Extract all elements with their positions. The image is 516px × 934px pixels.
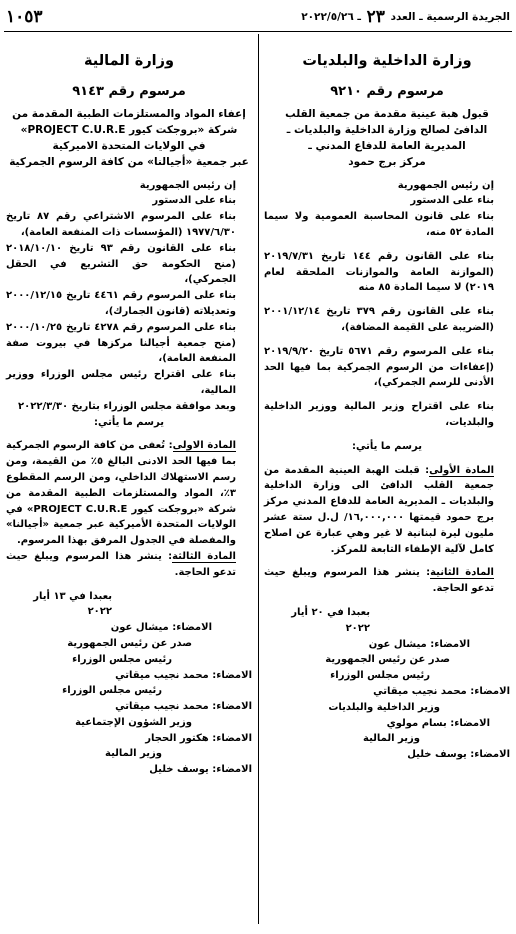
ministry-title: وزارة المالية: [83, 53, 175, 69]
subject-line: شركة «بروجكت كيور PROJECT C.U.R.E»: [20, 123, 238, 136]
article-text: : قبلت الهبة العينية المقدمة من جمعية القلب الدافئ الى وزارة الداخلية والبلديات ـ المديرية العامة للدفاع المدني مركز برج حمود قيمتها ١٦,٠٠٠,٠٠٠/ ل.ل ستة عشر مليون ليرة لبنانية لا غير وهي عبارة عن اصلاح كامل لآلية الإطفاء التابعة للمركز.: [264, 464, 494, 555]
preamble-line: بناء على اقتراح وزير المالية ووزير الداخلية والبلديات،: [264, 401, 494, 428]
header-rule: [4, 31, 512, 32]
signature-line: الامضاء: محمد نجيب ميقاتي: [115, 669, 252, 681]
preamble-line: إن رئيس الجمهورية: [139, 179, 236, 191]
article-label: المادة الثالثة: [172, 550, 236, 562]
signature-line: رئيس مجلس الوزراء: [330, 670, 430, 682]
article-text: : ينشر هذا المرسوم ويبلغ حيث تدعو الحاجة.: [264, 567, 494, 595]
article: [264, 463, 510, 558]
preamble-line: بناء على المرسوم الاشتراعي رقم ٨٧ تاريخ ١٩٧٧/٦/٣٠ (المؤسسات ذات المنفعة العامة)،: [6, 211, 237, 238]
signature-line: صدر عن رئيس الجمهورية: [325, 654, 450, 666]
signature-line: الامضاء: هكتور الحجار: [145, 732, 252, 744]
preamble-line: بناء على اقتراح رئيس مجلس الوزراء ووزير المالية،: [6, 369, 236, 396]
preamble-line: بناء على المرسوم رقم ٤٢٧٨ تاريخ ٢٠٠٠/١٠/٢٥ (منح جمعية أجيالنا مركزها في بيروت صفة المنفعة العامة)،: [6, 321, 236, 365]
subject-line: الدافئ لصالح وزارة الداخلية والبلديات ـ: [286, 123, 488, 136]
preamble-line: بناء على الدستور: [410, 195, 494, 207]
date-line: بعبدا في ١٣ أيار ٢٠٢٢: [33, 590, 112, 618]
signature-line: الامضاء: محمد نجيب ميقاتي: [373, 685, 510, 697]
ministry-title: وزارة الداخلية والبلديات: [302, 53, 472, 69]
article: [264, 565, 510, 597]
preamble-line: إن رئيس الجمهورية: [397, 179, 494, 191]
subject-line: مركز برج حمود: [348, 155, 426, 168]
article-text: : ينشر هذا المرسوم ويبلغ حيث تدعو الحاجة.: [6, 550, 236, 578]
subject-line: المديرية العامة للدفاع المدني ـ: [308, 139, 466, 152]
signature-line: وزير الداخلية والبلديات: [328, 701, 440, 713]
column-divider: [258, 34, 259, 924]
subject-line: قبول هبة عينية مقدمة من جمعية القلب: [285, 107, 489, 120]
issue-number: ٢٣: [366, 7, 385, 27]
preamble-line: بناء على المرسوم رقم ٥٦٧١ تاريخ ٢٠١٩/٩/٢٠ (إعفاءات من الرسوم الجمركية بما فيها الحد الأدنى للرسم الجمركي)،: [264, 345, 494, 389]
preamble-line: وبعد موافقة مجلس الوزراء بتاريخ ٢٠٢٢/٣/٣٠: [18, 400, 236, 412]
signature-line: وزير المالية: [363, 733, 420, 745]
signature-line: الامضاء: يوسف خليل: [149, 764, 252, 776]
signature-line: الامضاء: ميشال عون: [368, 638, 470, 650]
decree-subject: [6, 106, 252, 170]
article-label: المادة الثانية: [430, 567, 494, 579]
signature-line: الامضاء: محمد نجيب ميقاتي: [115, 701, 252, 713]
left-column: [6, 36, 252, 778]
article-label: المادة الأولى: [429, 464, 494, 476]
decree-title: مرسوم رقم ٩١٤٣: [72, 83, 186, 99]
signature-line: صدر عن رئيس الجمهورية: [67, 637, 192, 649]
decrees-line: يرسم ما يأتي:: [352, 440, 422, 452]
subject-line: عبر جمعية «أجيالنا» من كافة الرسوم الجمركية: [9, 155, 249, 168]
signature-line: رئيس مجلس الوزراء: [72, 653, 172, 665]
preamble-line: بناء على القانون رقم ٣٧٩ تاريخ ٢٠٠١/١٢/١٤ (الضريبة على القيمة المضافة)،: [264, 306, 494, 333]
preamble-line: بناء على الدستور: [152, 195, 236, 207]
preamble-line: بناء على القانون رقم ٩٣ تاريخ ٢٠١٨/١٠/١٠ (منح الحكومة حق التشريع في الحقل الجمركي)،: [6, 242, 236, 286]
article-label: المادة الاولى: [172, 440, 237, 452]
signature-line: وزير المالية: [105, 748, 162, 760]
running-title: [301, 7, 510, 27]
preamble-line: بناء على القانون رقم ١٤٤ تاريخ ٢٠١٩/٧/٣١ (الموازنة العامة والموازنات الملحقة لعام ٢٠١٩) لا سيما المادة ٨٥ منه: [264, 250, 494, 294]
signature-line: وزير الشؤون الإجتماعية: [75, 716, 192, 728]
subject-line: إعفاء المواد والمستلزمات الطبية المقدمة من: [12, 107, 246, 120]
page-number: ١٠٥٣: [6, 7, 43, 27]
signature-line: الامضاء: ميشال عون: [110, 622, 212, 634]
article: [6, 438, 252, 549]
decrees-line: يرسم ما يأتي:: [94, 416, 164, 428]
signature-line: رئيس مجلس الوزراء: [62, 685, 162, 697]
running-title-prefix: الجريدة الرسمية ـ العدد: [390, 11, 510, 23]
article: [6, 549, 252, 581]
signature-line: الامضاء: يوسف خليل: [407, 749, 510, 761]
date-line: بعبدا في ٢٠ أيار ٢٠٢٢: [291, 606, 370, 634]
right-column: [264, 36, 510, 763]
subject-line: في الولايات المتحدة الاميركية: [52, 139, 206, 152]
preamble-line: بناء على قانون المحاسبة العمومية ولا سيما المادة ٥٢ منه،: [264, 211, 494, 238]
running-title-date: ـ ٢٠٢٢/٥/٢٦: [301, 11, 361, 23]
signature-line: الامضاء: بسام مولوي: [386, 717, 490, 729]
decree-title: مرسوم رقم ٩٢١٠: [330, 83, 444, 99]
decree-subject: [264, 106, 510, 170]
preamble-line: بناء على المرسوم رقم ٤٤٦١ تاريخ ٢٠٠٠/١٢/١٥ وتعديلاته (قانون الجمارك)،: [6, 290, 236, 317]
page-header: [6, 4, 510, 30]
article-text: : تُعفى من كافة الرسوم الجمركية بما فيها الحد الادنى البالغ ٥٪ من القيمة، ومن رسم الاستهلاك الداخلي، ومن الرسم المقطوع ٣٪، المواد والمستلزمات الطبية المقدمة من شركة «بروجكت كيور PROJECT C.U.R.E» في الولايات المتحدة الأميركية عبر جمعية «أجيالنا» والمفصلة في الجدول المرفق بهذا المرسوم.: [6, 440, 237, 547]
